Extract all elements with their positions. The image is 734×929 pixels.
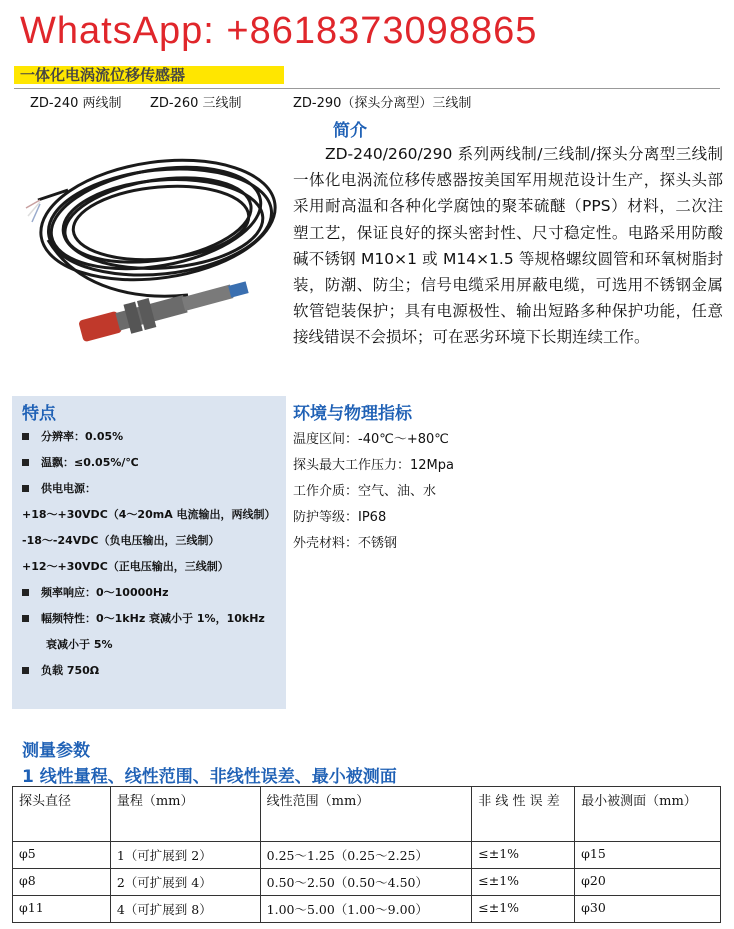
square-bullet-icon	[22, 459, 29, 466]
cell-range: 1（可扩展到 2）	[110, 842, 260, 869]
cell-range: 4（可扩展到 8）	[110, 896, 260, 923]
measurement-heading: 测量参数	[22, 741, 90, 761]
feature-text: 负载 750Ω	[41, 664, 100, 677]
measurement-subheading: 1 线性量程、线性范围、非线性误差、最小被测面	[22, 767, 397, 787]
cell-nonlinearity: ≤±1%	[472, 842, 575, 869]
feature-item	[22, 428, 123, 444]
feature-text: 分辨率：0.05%	[41, 430, 124, 443]
square-bullet-icon	[22, 615, 29, 622]
cell-min-target: φ20	[575, 869, 721, 896]
table-header-row	[13, 787, 721, 842]
model-zd290: ZD-290（探头分离型）三线制	[293, 96, 472, 111]
feature-item	[22, 532, 219, 548]
feature-item	[22, 480, 96, 496]
feature-item	[22, 584, 169, 600]
feature-item	[22, 454, 139, 470]
feature-item	[46, 636, 113, 652]
whatsapp-watermark: WhatsApp: +8618373098865	[20, 10, 538, 52]
model-zd260: ZD-260 三线制	[150, 96, 242, 111]
title-divider	[14, 88, 720, 89]
header-range: 量程（mm）	[110, 787, 260, 842]
intro-body: ZD-240/260/290 系列两线制/三线制/探头分离型三线制一体化电涡流位移传感器按美国军用规范设计生产，探头头部采用耐高温和各种化学腐蚀的聚苯硫醚（PPS）材料，二次注塑工艺，保证良好的探头密封性、尺寸稳定性。电路采用防酸碱不锈钢 M10×1 或 M14×1.5 等规格螺纹圆管和环氧树脂封装，防潮、防尘；信号电缆采用屏蔽电缆，可选用不锈钢金属软管铠装保护；具有电源极性、输出短路多种保护功能，任意接线错误不会损坏；可在恶劣环境下长期连续工作。	[293, 145, 723, 347]
env-housing: 外壳材料：不锈钢	[293, 536, 398, 551]
feature-item	[22, 506, 276, 522]
sensor-product-image	[18, 130, 278, 360]
cell-diameter: φ5	[13, 842, 111, 869]
feature-text: -18～-24VDC（负电压输出，三线制）	[22, 534, 220, 547]
environment-heading: 环境与物理指标	[293, 404, 412, 424]
feature-text: +18～+30VDC（4～20mA 电流输出，两线制）	[22, 508, 276, 521]
model-zd240: ZD-240 两线制	[30, 96, 122, 111]
feature-text: 衰减小于 5%	[46, 638, 113, 651]
square-bullet-icon	[22, 433, 29, 440]
cell-linear-range: 1.00～5.00（1.00～9.00）	[260, 896, 472, 923]
cell-linear-range: 0.25～1.25（0.25～2.25）	[260, 842, 472, 869]
header-min-target: 最小被测面（mm）	[575, 787, 721, 842]
feature-text: +12～+30VDC（正电压输出，三线制）	[22, 560, 229, 573]
table-row	[13, 842, 721, 869]
feature-text: 温飘：≤0.05%/℃	[41, 456, 139, 469]
feature-item	[22, 662, 99, 678]
env-protection: 防护等级：IP68	[293, 510, 387, 525]
cell-range: 2（可扩展到 4）	[110, 869, 260, 896]
header-nonlinearity: 非 线 性 误 差	[472, 787, 575, 842]
cell-min-target: φ30	[575, 896, 721, 923]
square-bullet-icon	[22, 485, 29, 492]
feature-item	[22, 610, 265, 626]
feature-text: 频率响应：0～10000Hz	[41, 586, 169, 599]
square-bullet-icon	[22, 667, 29, 674]
feature-item	[22, 558, 229, 574]
header-linear-range: 线性范围（mm）	[260, 787, 472, 842]
intro-heading: 简介	[333, 121, 367, 141]
cell-min-target: φ15	[575, 842, 721, 869]
header-probe-diameter: 探头直径	[13, 787, 111, 842]
cell-diameter: φ11	[13, 896, 111, 923]
features-heading: 特点	[22, 404, 56, 424]
document-title: 一体化电涡流位移传感器	[20, 66, 186, 84]
cell-diameter: φ8	[13, 869, 111, 896]
env-max-pressure: 探头最大工作压力：12Mpa	[293, 458, 454, 473]
table-row	[13, 896, 721, 923]
cell-linear-range: 0.50～2.50（0.50～4.50）	[260, 869, 472, 896]
feature-text: 供电电源：	[41, 482, 96, 495]
env-temperature: 温度区间：-40℃～+80℃	[293, 432, 449, 447]
feature-text: 幅频特性：0～1kHz 衰减小于 1%，10kHz	[41, 612, 265, 625]
table-row	[13, 869, 721, 896]
parameters-table	[12, 786, 721, 923]
cell-nonlinearity: ≤±1%	[472, 869, 575, 896]
cell-nonlinearity: ≤±1%	[472, 896, 575, 923]
square-bullet-icon	[22, 589, 29, 596]
env-medium: 工作介质：空气、油、水	[293, 484, 437, 499]
